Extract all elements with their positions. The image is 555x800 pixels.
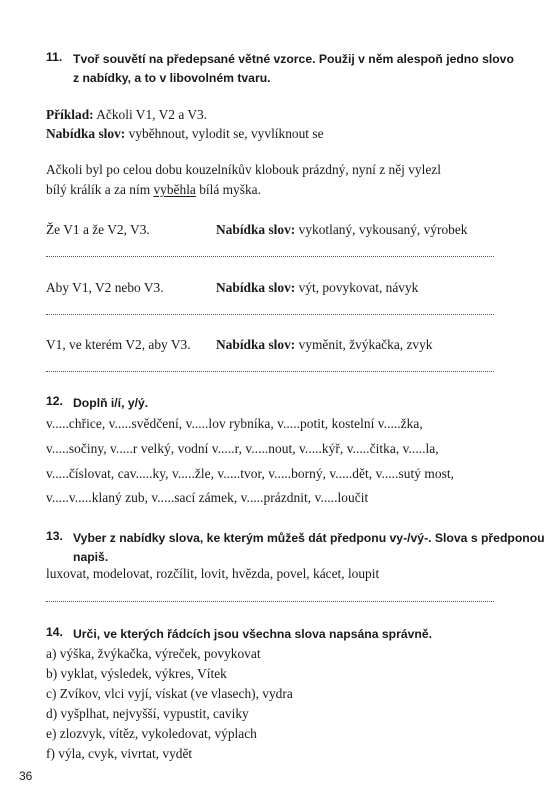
option-b[interactable]: b) vyklat, výsledek, výkres, Vítek: [46, 666, 227, 681]
sentence-pattern-3: V1, ve kterém V2, aby V3.: [46, 337, 191, 352]
option-d[interactable]: d) vyšplhat, nejvyšší, vypustit, caviky: [46, 706, 249, 721]
answer-line-2[interactable]: [46, 314, 494, 315]
offer-list-1: vykotlaný, vykousaný, výrobek: [298, 222, 468, 237]
task-14-number: 14.: [46, 625, 63, 639]
answer-line-3[interactable]: [46, 371, 494, 372]
sentence-pattern-1: Že V1 a že V2, V3.: [46, 222, 150, 237]
offer-words-3: [216, 337, 433, 353]
task-13-instruction: [73, 529, 545, 567]
example-sentence-line-1: Ačkoli byl po celou dobu kouzelníkův klobouk prázdný, nyní z něj vylezl: [46, 162, 441, 177]
example-pattern-line: [46, 107, 207, 123]
example-label: Příklad:: [46, 107, 94, 122]
fill-line-1[interactable]: v.....chřice, v.....svědčení, v.....lov rybníka, v.....potit, kostelní v.....žka,: [46, 416, 423, 431]
task-11-instruction-line-2: z nabídky, a to v libovolném tvaru.: [73, 71, 271, 85]
task-13-instruction-line-2: napiš.: [73, 550, 109, 564]
offer-label-3: Nabídka slov:: [216, 337, 296, 352]
task-13-instruction-line-1: Vyber z nabídky slova, ke kterým můžeš dát předponu vy-/vý-. Slova s předponou: [73, 531, 545, 545]
option-f[interactable]: f) výla, cvyk, vivrtat, vydět: [46, 746, 193, 761]
option-a[interactable]: a) výška, žvýkačka, výreček, povykovat: [46, 646, 261, 661]
example-sentence-underlined-word: vyběhla: [153, 182, 196, 197]
task-14-instruction: Urči, ve kterých řádcích jsou všechna slova napsána správně.: [73, 627, 433, 641]
option-c[interactable]: c) Zvíkov, vlci vyjí, vískat (ve vlasech), vydra: [46, 686, 293, 701]
task-12-instruction: Doplň i/í, y/ý.: [73, 396, 149, 410]
example-sentence-line-2: [46, 182, 261, 198]
task-12-number: 12.: [46, 394, 63, 408]
task-13-word-list: luxovat, modelovat, rozčílit, lovit, hvězda, povel, kácet, loupit: [46, 566, 380, 581]
task-11-number: 11.: [46, 50, 63, 64]
offer-list-3: vyměnit, žvýkačka, zvyk: [298, 337, 433, 352]
task-13-answer-line[interactable]: [46, 601, 494, 602]
offer-list-2: výt, povykovat, návyk: [298, 280, 419, 295]
example-offer-words: vyběhnout, vylodit se, vyvlíknout se: [128, 126, 324, 141]
offer-words-2: [216, 280, 418, 296]
task-13-number: 13.: [46, 529, 63, 543]
fill-line-2[interactable]: v.....sočiny, v.....r velký, vodní v.....r, v.....nout, v.....kýř, v.....čitka, v.....la,: [46, 441, 439, 456]
option-e[interactable]: e) zlozvyk, vítěz, vykoledovat, výplach: [46, 726, 257, 741]
sentence-pattern-2: Aby V1, V2 nebo V3.: [46, 280, 164, 295]
example-pattern: Ačkoli V1, V2 a V3.: [96, 107, 208, 122]
example-offer-label: Nabídka slov:: [46, 126, 126, 141]
answer-line-1[interactable]: [46, 256, 494, 257]
fill-line-4[interactable]: v.....v.....klaný zub, v.....sací zámek, v.....prázdnit, v.....loučit: [46, 490, 369, 505]
example-sentence-after: bílá myška.: [195, 182, 261, 197]
task-11-instruction-line-1: Tvoř souvětí na předepsané větné vzorce. Použij v něm alespoň jedno slovo: [73, 52, 514, 66]
offer-words-1: [216, 222, 467, 238]
offer-label-1: Nabídka slov:: [216, 222, 296, 237]
fill-line-3[interactable]: v.....číslovat, cav.....ky, v.....žle, v.....tvor, v.....borný, v.....dět, v.....sutý most,: [46, 466, 455, 481]
offer-label-2: Nabídka slov:: [216, 280, 296, 295]
example-offer-line: [46, 126, 324, 142]
example-sentence-before: bílý králík a za ním: [46, 182, 154, 197]
page-number: 36: [19, 769, 33, 783]
task-11-instruction: [73, 50, 514, 88]
